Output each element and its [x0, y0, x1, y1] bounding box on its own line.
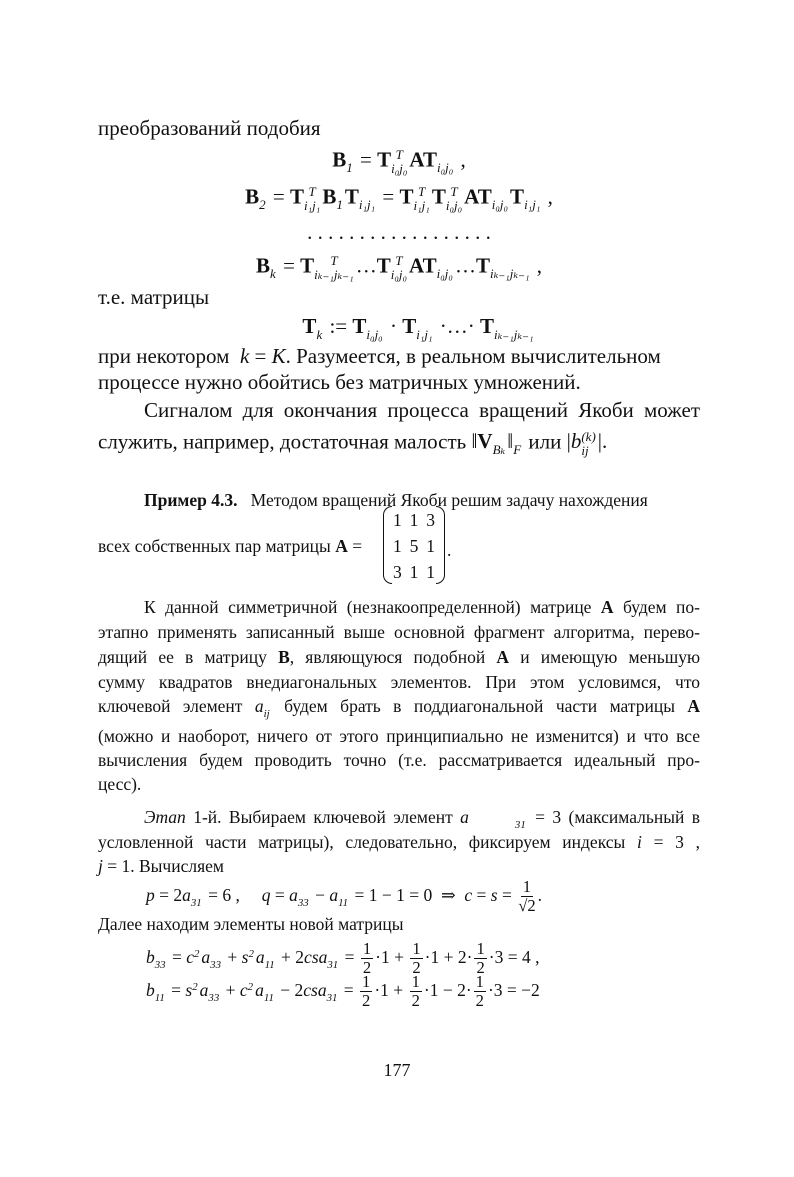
superscript: 2: [194, 947, 200, 960]
math-token: +: [221, 979, 240, 1000]
math-token: B: [278, 647, 290, 667]
script: [192, 982, 197, 993]
math-token: a: [255, 946, 265, 967]
subscript: Bₖ: [492, 442, 506, 458]
text-line: преобразований подобия: [98, 116, 321, 140]
subscript: i₀j₀: [491, 197, 509, 213]
math-token: p: [146, 884, 155, 905]
math-token: =: [249, 344, 272, 368]
math-token: ·3 = 4 ,: [488, 946, 540, 967]
math-token: . . . . . . . . . . . . . . . . . .: [307, 220, 491, 244]
math-token: =: [377, 184, 400, 209]
script: [581, 430, 595, 457]
stage-label: Этап: [144, 807, 186, 827]
fraction-denominator: 2: [476, 958, 485, 978]
subscript: iₖ₋₁jₖ₋₁: [314, 266, 354, 282]
math-token: a: [255, 979, 264, 1000]
math-token: s: [185, 979, 193, 1000]
math-token: A: [496, 647, 510, 667]
script: [492, 198, 508, 212]
text-fragment: . Вычисляем: [130, 856, 224, 876]
superscript: T: [330, 253, 338, 268]
text-line: [98, 599, 700, 617]
left-parenthesis: [383, 506, 392, 584]
math-token: =: [270, 884, 290, 905]
subscript: 1: [336, 197, 343, 213]
math-token: T: [352, 314, 367, 338]
text-line: Сигналом для окончания процесса вращений Якоби может: [144, 398, 700, 422]
math-token: a: [460, 807, 469, 827]
text-fragment: при некотором: [98, 344, 230, 368]
matrix-A: [383, 506, 445, 584]
equation-b2: [98, 185, 700, 212]
text-fragment: и имеющую меньшую: [520, 647, 701, 667]
math-token: ·1 +: [374, 979, 408, 1000]
math-token: ,: [531, 253, 542, 278]
math-token: =: [472, 884, 491, 905]
fraction-numerator: 1: [522, 877, 532, 896]
math-token: AT: [464, 184, 492, 209]
math-token: s: [490, 884, 498, 905]
fraction: [474, 973, 486, 1011]
script: [265, 960, 275, 971]
script: [155, 960, 166, 971]
script: [327, 960, 338, 971]
math-token: V: [477, 429, 493, 454]
math-token: b: [570, 429, 582, 454]
formula-k-equals-K: [240, 344, 286, 368]
subscript: i₀j₀: [391, 160, 408, 176]
script: [513, 443, 521, 457]
text-fragment: К данной симметричной (незнакоопределенной) матрице: [144, 597, 592, 617]
superscript: 2: [247, 980, 254, 993]
formula-A-bold: [601, 597, 614, 617]
math-token: a: [182, 884, 191, 905]
math-token: c: [239, 979, 248, 1000]
math-token: s: [241, 946, 249, 967]
math-token: =: [267, 184, 290, 209]
math-token: ‖: [507, 429, 514, 454]
math-token: j: [98, 856, 103, 876]
text-line: [98, 649, 700, 667]
script: [416, 328, 432, 342]
math-token: k: [239, 344, 250, 368]
formula-B-bold: [278, 647, 290, 667]
text-fragment: Выбираем ключевой элемент: [228, 807, 453, 827]
math-token: T: [402, 314, 417, 338]
math-token: ·1 − 2·: [423, 979, 472, 1000]
superscript: T: [395, 253, 403, 268]
math-token: ·…·: [434, 314, 481, 338]
script: [208, 993, 219, 1004]
formula-j1: [98, 856, 130, 876]
script: [391, 254, 407, 281]
fraction-numerator: 1: [362, 939, 372, 958]
text-fragment: Методом вращений Якоби решим задачу нахождения: [250, 490, 648, 510]
right-parenthesis: [436, 506, 445, 584]
math-token: ·1 + 2·: [424, 946, 473, 967]
math-token: AT: [409, 147, 437, 172]
text-line: этапно применять записанный выше основной фрагмент алгоритма, перево-: [98, 622, 700, 642]
matrix-row: [393, 562, 435, 583]
matrix-cell: 3: [426, 510, 435, 530]
subscript: 11: [263, 991, 274, 1004]
matrix-row: [393, 536, 435, 557]
text-line: [98, 809, 700, 831]
subscript: i₁j₁: [416, 326, 433, 342]
math-token: = 3: [527, 807, 562, 827]
script: [524, 198, 540, 212]
text-fragment: будем брать в поддиагональной части матрицы: [284, 696, 675, 716]
matrix-cell: 5: [409, 536, 419, 556]
text-line: [98, 346, 700, 367]
math-token: K: [271, 344, 286, 368]
fraction-numerator: 1: [476, 939, 485, 958]
equation-pq: [98, 878, 748, 916]
math-token: ,: [455, 147, 466, 172]
matrix-cell: 1: [426, 562, 435, 582]
fraction: [410, 973, 422, 1011]
fraction-denominator: 2: [411, 991, 420, 1011]
script: [248, 982, 253, 993]
math-token: A: [335, 536, 348, 556]
fraction-numerator: 1: [411, 972, 420, 991]
text-fragment: условленной части матрицы), следовательно, фиксируем индексы: [98, 832, 626, 852]
superscript: T: [395, 147, 403, 162]
math-token: B: [332, 147, 347, 172]
text-fragment: или: [528, 429, 562, 454]
example-label: Пример 4.3.: [144, 490, 238, 510]
subscript: 31: [326, 991, 338, 1004]
math-token: = 1: [102, 856, 131, 876]
script: [327, 993, 338, 1004]
formula-A-bold: [687, 696, 700, 716]
math-token: − 2: [275, 979, 304, 1000]
subscript: 31: [327, 958, 339, 971]
math-token: …: [355, 253, 377, 278]
subscript: 2: [259, 197, 266, 213]
matrix-cell: 1: [409, 510, 419, 530]
math-token: + 2: [276, 946, 305, 967]
subscript: iₖ₋₁jₖ₋₁: [494, 326, 534, 342]
subscript: ij: [581, 442, 589, 458]
script: [304, 185, 320, 212]
text-line: [98, 430, 700, 457]
subscript: i₀j₀: [437, 160, 454, 176]
subscript: i₁j₁: [304, 197, 321, 213]
script: [191, 898, 202, 909]
script: [414, 185, 430, 212]
superscript: (k): [581, 429, 596, 444]
matrix-cell: 1: [393, 510, 402, 530]
math-token: |.: [597, 429, 608, 454]
script: [264, 993, 274, 1004]
fraction-denominator: √2: [518, 896, 536, 916]
math-token: ,: [542, 184, 553, 209]
equation-dots: [98, 222, 700, 243]
script: [210, 960, 221, 971]
math-token: T: [399, 184, 414, 209]
formula-A-bold: [496, 647, 509, 667]
text-fragment: всех собственных пар матрицы: [98, 536, 331, 556]
text-fragment: будем по-: [622, 597, 700, 617]
math-token: T: [300, 253, 315, 278]
text-line: процессе нужно обойтись без матричных умножений.: [98, 370, 581, 394]
superscript: T: [418, 184, 426, 199]
script: [469, 820, 526, 831]
fraction-denominator: 2: [475, 991, 484, 1011]
text-fragment: служить, например, достаточная малость: [98, 429, 467, 454]
text-line: [98, 834, 700, 852]
script: [494, 328, 534, 342]
text-line: сумму квадратов внедиагональных элементов. При этом условимся, что: [98, 672, 700, 692]
script: [391, 148, 407, 175]
script: [336, 198, 343, 212]
math-token: i: [637, 832, 642, 852]
equation-b33: [98, 940, 748, 978]
math-token: =: [277, 253, 301, 278]
math-token: ·: [384, 314, 403, 338]
script: [259, 198, 266, 212]
subscript: 31: [190, 896, 202, 909]
formula-a31: [460, 807, 562, 831]
script: [314, 254, 354, 281]
subscript: k: [316, 326, 323, 342]
subscript: 33: [208, 991, 220, 1004]
fraction-denominator: 2: [362, 991, 371, 1011]
text-line: [98, 858, 700, 876]
text-fragment: ключевой элемент: [98, 696, 243, 716]
math-token: a: [329, 884, 339, 905]
text-line: Далее находим элементы новой матрицы: [98, 914, 404, 934]
text-fragment: . Разумеется, в реальном вычислительном: [285, 344, 661, 368]
subscript: 1: [346, 160, 353, 176]
fraction-denominator: 2: [412, 958, 421, 978]
period: .: [447, 540, 452, 560]
math-token: =: [340, 946, 359, 967]
math-token: B: [256, 253, 271, 278]
formula-i3: [637, 832, 700, 852]
subscript: i₀j₀: [445, 197, 463, 213]
math-token: = 1 − 1 = 0 ⇒: [350, 884, 465, 905]
subscript: k: [270, 266, 276, 282]
subscript: 11: [338, 896, 349, 909]
subscript: i₁j₁: [413, 197, 430, 213]
text-fragment: , являющуюся подобной: [289, 647, 486, 667]
matrix-cell: 1: [409, 562, 419, 582]
math-token: = 2: [154, 884, 183, 905]
math-token: = 6 ,: [203, 884, 262, 905]
math-token: A: [687, 696, 701, 716]
subscript: 33: [154, 958, 166, 971]
formula-norm-b: [566, 429, 608, 458]
subscript: iₖ₋₁jₖ₋₁: [489, 266, 530, 282]
script: [493, 443, 506, 457]
math-token: A: [600, 597, 614, 617]
math-token: |: [566, 429, 571, 454]
script: [338, 898, 348, 909]
equation-bk: [98, 254, 700, 281]
equation-b1: [98, 148, 700, 175]
subscript: i₀j₀: [366, 326, 383, 342]
script: [346, 161, 353, 175]
equation-b11: [98, 973, 748, 1011]
math-token: +: [223, 946, 242, 967]
script: [446, 185, 462, 212]
matrix-cell: 1: [426, 536, 435, 556]
text-line: (можно и наоборот, ничего от этого принципиально не изменится) и что все: [98, 726, 700, 746]
math-token: c: [464, 884, 473, 905]
subscript: ij: [263, 707, 270, 720]
subscript: i₀j₀: [390, 266, 408, 282]
text-fragment: дящий ее в матрицу: [98, 647, 267, 667]
math-token: T: [475, 253, 490, 278]
math-token: T: [344, 184, 359, 209]
subscript: 11: [154, 991, 165, 1004]
script: [248, 949, 253, 960]
math-token: T: [376, 253, 391, 278]
fraction-numerator: 1: [475, 972, 484, 991]
fraction: [360, 973, 372, 1011]
text-line: [98, 698, 700, 720]
math-token: =: [166, 979, 186, 1000]
formula-A: [335, 536, 362, 556]
text-line: цесс).: [98, 774, 142, 794]
superscript: T: [450, 184, 458, 199]
script: [359, 198, 375, 212]
math-token: T: [510, 184, 525, 209]
subscript: i₀j₀: [436, 266, 453, 282]
math-token: b: [146, 979, 155, 1000]
text-line: вычисления будем проводить точно (т.е. рассматривается идеальный про-: [98, 750, 700, 770]
math-token: =: [497, 884, 517, 905]
math-token: c: [186, 946, 194, 967]
subscript: F: [513, 442, 522, 458]
subscript: 33: [210, 958, 222, 971]
superscript: 2: [192, 980, 198, 993]
math-token: b: [146, 946, 155, 967]
math-token: csa: [304, 946, 328, 967]
script: [194, 949, 199, 960]
matrix-cell: 1: [393, 536, 402, 556]
math-token: .: [537, 884, 543, 905]
formula-aij: [254, 696, 272, 720]
subscript: 11: [264, 958, 275, 971]
script: [366, 328, 382, 342]
fraction-numerator: 1: [412, 939, 421, 958]
math-token: a: [199, 979, 209, 1000]
math-token: q: [261, 884, 271, 905]
math-token: T: [377, 147, 392, 172]
superscript: 2: [248, 947, 254, 960]
fraction: [518, 878, 535, 916]
fraction-denominator: 2: [362, 958, 372, 978]
math-token: a: [289, 884, 298, 905]
math-token: =: [347, 536, 363, 556]
formula-norm-v: [471, 429, 524, 458]
script: [490, 267, 530, 281]
math-token: T: [480, 314, 495, 338]
script: [298, 898, 309, 909]
math-token: = 3 ,: [641, 832, 701, 852]
stage-number: 1-й.: [193, 807, 222, 827]
equation-tk: [98, 316, 700, 342]
math-token: ·1 +: [375, 946, 409, 967]
math-token: :=: [324, 314, 353, 338]
script: [437, 267, 453, 281]
math-token: =: [354, 147, 378, 172]
matrix-row: [393, 510, 435, 531]
math-token: AT: [409, 253, 437, 278]
subscript: 33: [297, 896, 309, 909]
math-token: B: [245, 184, 260, 209]
math-token: csa: [303, 979, 327, 1000]
matrix-cell: 3: [393, 562, 402, 582]
script: [264, 709, 270, 720]
math-token: T: [302, 314, 317, 338]
math-token: −: [310, 884, 330, 905]
math-token: a: [201, 946, 211, 967]
page-number: 177: [383, 1060, 411, 1080]
script: [155, 993, 165, 1004]
math-token: …: [454, 253, 476, 278]
script: [316, 328, 322, 342]
subscript: 31: [514, 818, 526, 831]
superscript: T: [308, 184, 316, 199]
math-token: B: [322, 184, 337, 209]
subscript: i₁j₁: [524, 197, 541, 213]
fraction-numerator: 1: [362, 972, 371, 991]
math-token: ‖: [471, 429, 478, 454]
math-token: ·3 = −2: [487, 979, 540, 1000]
subscript: i₁j₁: [358, 197, 376, 213]
math-token: T: [290, 184, 305, 209]
math-token: T: [431, 184, 446, 209]
math-token: a: [254, 696, 264, 716]
math-token: =: [167, 946, 187, 967]
script: [270, 267, 276, 281]
script: [437, 161, 453, 175]
math-token: =: [339, 979, 359, 1000]
text-line: т.е. матрицы: [98, 285, 210, 309]
text-fragment: (максимальный в: [568, 807, 701, 827]
